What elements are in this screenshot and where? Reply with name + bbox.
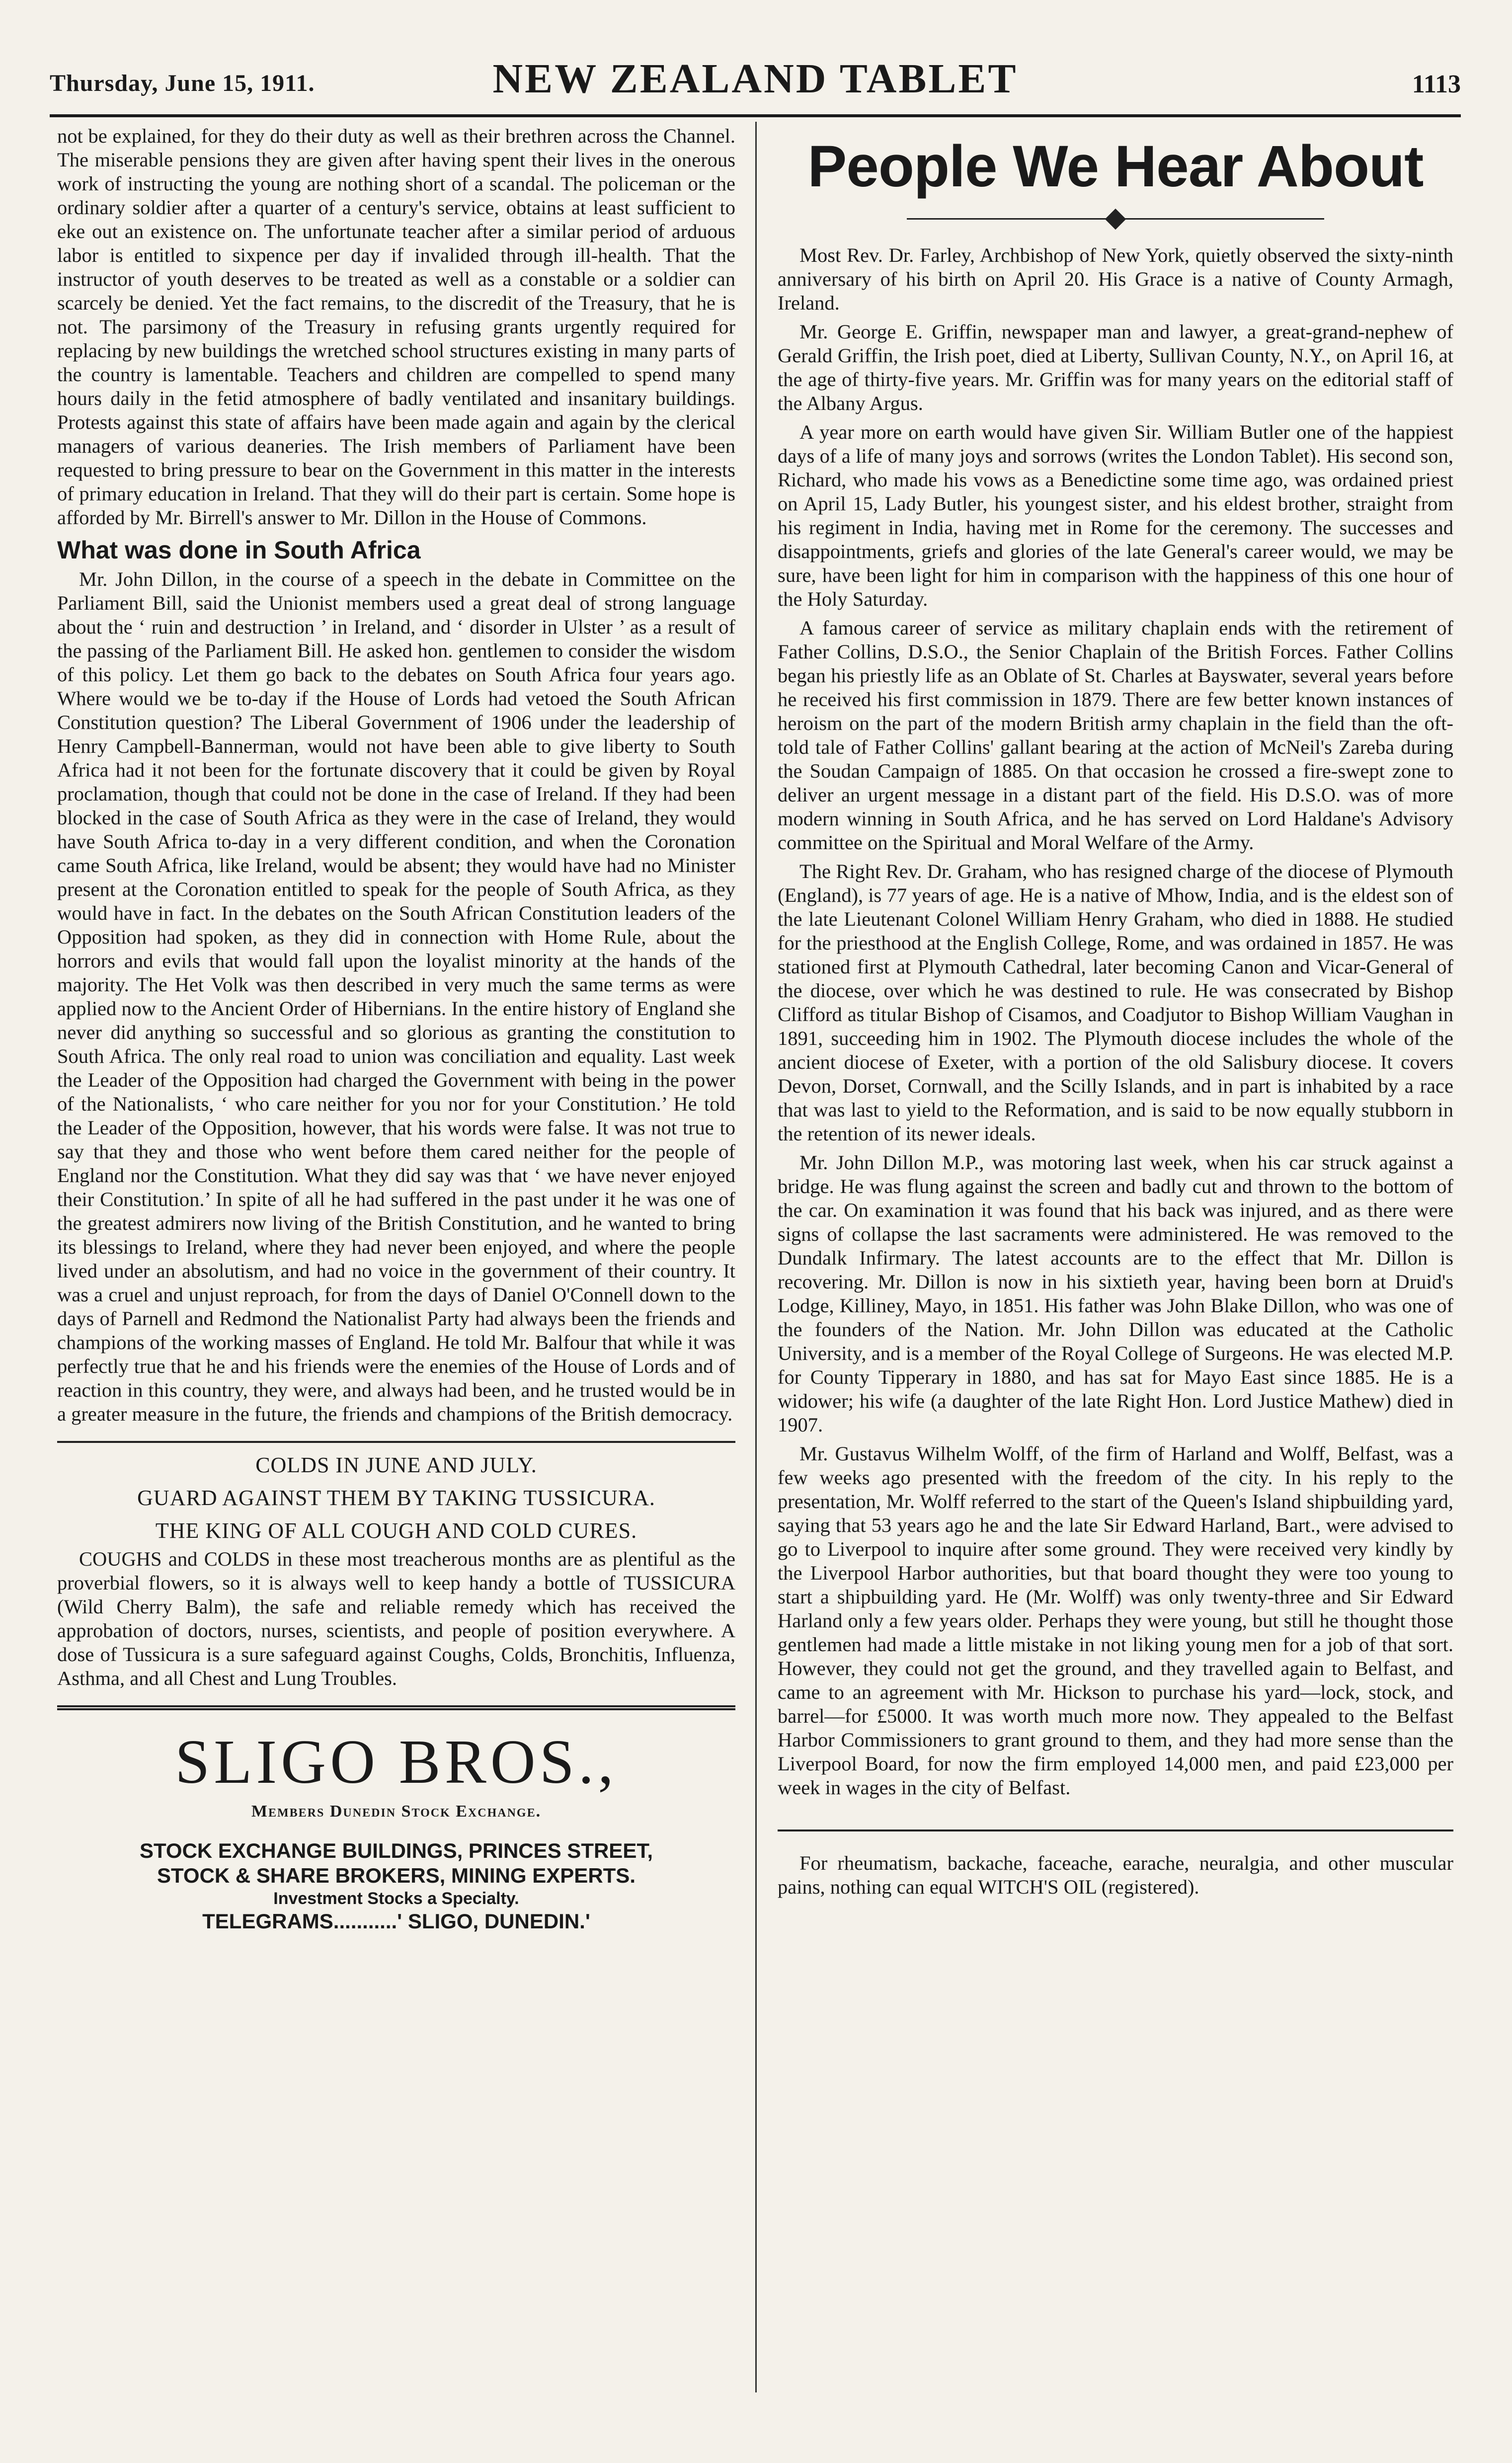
- bottom-rule: [778, 1829, 1453, 1831]
- sligo-bros-name: SLIGO BROS.,: [175, 1728, 618, 1797]
- item-griffin: Mr. George E. Griffin, newspaper man and lawyer, a great-grand-nephew of Gerald Griffin, the Irish poet, died at Liberty, Sullivan County, N.Y., on April 16, at the age of thirty-five years. Mr. Griffin was for many years on the editorial staff of the Albany Argus.: [778, 320, 1453, 414]
- witchs-oil-advertisement: For rheumatism, backache, faceache, earache, neuralgia, and other muscular pains, nothing can equal WITCH'S OIL (registered).: [778, 1852, 1453, 1898]
- item-farley: Most Rev. Dr. Farley, Archbishop of New York, quietly observed the sixty-ninth anniversary of his birth on April 20. His Grace is a native of County Armagh, Ireland.: [778, 244, 1453, 314]
- item-dillon: Mr. John Dillon M.P., was motoring last week, when his car struck against a bridge. He was flung against the screen and badly cut and thrown to the bottom of the car. On examination it was found that his back was injured, and as there were signs of collapse the last sacraments were administered. He was removed to the Dundalk Infirmary. The latest accounts are to the effect that Mr. Dillon is recovering. Mr. Dillon is now in his sixtieth year, having been born at Druid's Lodge, Killiney, Mayo, in 1851. His father was John Blake Dillon, who was one of the founders of the Nation. Mr. John Dillon was educated at the Catholic University, and is a member of the Royal College of Surgeons. He was elected M.P. for County Tipperary in 1880, and has sat for Mayo East since 1885. He is a widower; his wife (a daughter of the late Right Hon. Lord Justice Mathew) died in 1907.: [778, 1151, 1453, 1436]
- article-paragraph-dillon: Mr. John Dillon, in the course of a speech in the debate in Committee on the Parliament Bill, said the Unionist members used a great deal of strong language about the ‘ ruin and destruction ’ in Ireland, and ‘ disorder in Ulster ’ as a result of the passing of the Parliament Bill. He asked hon. gentlemen to consider the wisdom of this policy. Let them go back to the debates on South Africa four years ago. Where would we be to-day if the House of Lords had vetoed the South African Constitution question? The Liberal Government of 1906 under the leadership of Henry Campbell-Bannerman, would not have been able to give liberty to South Africa had it not been for the fortunate discovery that it could be given by Royal proclamation, though that could not be done in the case of Ireland. If they had been blocked in the case of South Africa as they were in the case of Ireland, they would have South Africa to-day in a very different condition, and when the Coronation came South Africa, like Ireland, would be absent; they would have had no Minister present at the Coronation entitled to speak for the people of South Africa, as they would have in fact. In the debates on the South African Constitution leaders of the Opposition had spoken, as they did in connection with Home Rule, about the horrors and evils that would fall upon the loyalist minority at the hands of the majority. The Het Volk was then described in very much the same terms as were applied now to the Ancient Order of Hibernians. In the entire history of England she never did anything so successful and so glorious as granting the constitution to South Africa. The only real road to union was conciliation and equality. Last week the Leader of the Opposition had charged the Government with being in the power of the Nationalists, ‘ who care neither for you nor for your Constitution.’ He told the Leader of the Opposition, however, that his words were false. It was not true to say that they and those who went before them cared neither for the people of England nor the Constitution. What they did say was that ‘ we have never enjoyed their Constitution.’ In spite of all he had suffered in the past under it he was one of the greatest admirers now living of the British Constitution, and he wanted to bring its blessings to Ireland, where they had never been enjoyed, and where the people lived under an absolutism, and had no voice in the government of their country. It was a cruel and unjust reproach, for from the days of Daniel O'Connell down to the days of Parnell and Redmond the Nationalist Party had always been the friends and champions of the working masses of England. He told Mr. Balfour that while it was perfectly true that he and his friends were the enemies of the House of Lords and of reaction in this country, they were, and always had been, and he trusted would be in a greater measure in the future, the friends and champions of the British democracy.: [57, 568, 735, 1425]
- article-continued-paragraph: not be explained, for they do their duty as well as their brethren across the Channel. The miserable pensions they are given after having spent their lives in the onerous work of instructing the young are nothing short of a scandal. The policeman or the ordinary soldier after a quarter of a century's service, obtains at least sufficient to eke out an existence on. The unfortunate teacher after a similar period of arduous labor is entitled to sixpence per day if invalided through ill-health. That the instructor of youth deserves to be treated as well as a constable or a soldier can scarcely be denied. Yet the fact remains, to the discredit of the Treasury, that he is not. The parsimony of the Treasury in refusing grants urgently required for replacing by new buildings the wretched school structures existing in many parts of the country is lamentable. Teachers and children are compelled to spend many hours daily in the fetid atmosphere of badly ventilated and insanitary buildings. Protests against this state of affairs have been made again and again by the clerical managers of various deaneries. The Irish members of Parliament have been requested to bring pressure to bear on the Government in this matter in the interests of primary education in Ireland. That they will do their part is certain. Some hope is afforded by Mr. Birrell's answer to Mr. Dillon in the House of Commons.: [57, 125, 735, 529]
- section-heading-south-africa: What was done in South Africa: [57, 536, 421, 564]
- ad-headline-king: THE KING OF ALL COUGH AND COLD CURES.: [155, 1518, 637, 1543]
- ad-body-text: COUGHS and COLDS in these most treacherous months are as plentiful as the proverbial flowers, so it is always well to keep handy a bottle of TUSSICURA (Wild Cherry Balm), the safe and reliable remedy which has received the approbation of doctors, nurses, scientists, and people of position everywhere. A dose of Tussicura is a sure safeguard against Coughs, Colds, Bronchitis, Influenza, Asthma, and all Chest and Lung Troubles.: [57, 1548, 735, 1689]
- ad-double-rule: [57, 1705, 735, 1710]
- sligo-brokers-line: STOCK & SHARE BROKERS, MINING EXPERTS.: [157, 1864, 636, 1887]
- item-wolff: Mr. Gustavus Wilhelm Wolff, of the firm of Harland and Wolff, Belfast, was a few weeks ago presented with the freedom of the city. In his reply to the presentation, Mr. Wolff referred to the start of the Queen's Island shipbuilding yard, saying that 53 years ago he and the late Sir Edward Harland, Bart., were advised to go to Liverpool to inquire after some ground. They were received very kindly by the Liverpool Harbor authorities, but that board thought they were too young to start a shipbuilding yard. He (Mr. Wolff) was only twenty-three and Sir Edward Harland only a few years older. Perhaps they were young, but still he thought those gentlemen had made a little mistake in not liking young men for a job of that sort. However, they could not get the ground, and they travelled again to Belfast, and came to an agreement with Mr. Hickson to purchase his yard—lock, stock, and barrel—for £5000. It was worth much more now. They appealed to the Belfast Harbor Commissioners to grant ground to them, and they had more sense than the Liverpool Board, for now the firm employed 14,000 men, and paid £23,000 per week in wages in the city of Belfast.: [778, 1442, 1453, 1799]
- issue-date: Thursday, June 15, 1911.: [50, 70, 315, 96]
- ad-headline-colds: COLDS IN JUNE AND JULY.: [255, 1453, 537, 1477]
- newspaper-title: NEW ZEALAND TABLET: [492, 56, 1018, 102]
- ornament-rule: [778, 209, 1453, 229]
- ad-headline-guard: GUARD AGAINST THEM BY TAKING TUSSICURA.: [137, 1486, 655, 1510]
- item-graham: The Right Rev. Dr. Graham, who has resigned charge of the diocese of Plymouth (England), is 77 years of age. He is a native of Mhow, India, and is the eldest son of the late Lieutenant Colonel William Henry Graham, who died in 1888. He studied for the priesthood at the English College, Rome, and was ordained in 1857. He was stationed first at Plymouth Cathedral, later becoming Canon and Vicar-General of the diocese, over which he was destined to rule. He was consecrated by Bishop Clifford as titular Bishop of Cisamos, and Coadjutor to Bishop William Vaughan in 1891, succeeding him in 1902. The Plymouth diocese includes the whole of the ancient diocese of Exeter, with a portion of the old Salisbury diocese. It covers Devon, Dorset, Cornwall, and the Scilly Islands, and in part is inhabited by a race that was last to yield to the Reformation, and is said to be now equally stubborn in the retention of its newer ideals.: [778, 860, 1453, 1145]
- ad-top-rule: [57, 1441, 735, 1443]
- tussicura-advertisement: [57, 1441, 735, 1690]
- item-collins: A famous career of service as military chaplain ends with the retirement of Father Collins, D.S.O., the Senior Chaplain of the British Forces. Father Collins began his priestly life as an Oblate of St. Charles at Bayswater, several years before he received his first commission in 1879. There are few better known instances of heroism on the part of the modern British army chaplain in the field than the oft-told tale of Father Collins' gallant bearing at the action of McNeil's Zareba during the Soudan Campaign of 1885. On that occasion he crossed a fire-swept zone to deliver an urgent message in a distant part of the field. His D.S.O. was of more modern winning in South Africa, and he has served on Lord Haldane's Advisory committee on the Spiritual and Moral Welfare of the Army.: [778, 617, 1453, 854]
- sligo-investment-line: Investment Stocks a Specialty.: [273, 1889, 519, 1908]
- column-divider: [755, 122, 757, 2392]
- diamond-ornament-icon: [1105, 209, 1126, 230]
- sligo-bros-advertisement: [57, 1705, 735, 1934]
- left-column: [57, 124, 735, 2430]
- people-we-hear-about-heading: People We Hear About: [807, 134, 1424, 199]
- sligo-members-line: Members Dunedin Stock Exchange.: [251, 1802, 542, 1821]
- item-butler: A year more on earth would have given Sir. William Butler one of the happiest days of a life of many joys and sorrows (writes the London Tablet). His second son, Richard, who made his vows as a Benedictine some time ago, was ordained priest on April 15, Lady Butler, his youngest sister, and his eldest brother, straight from his regiment in India, having met in Rome for the ceremony. The successes and disappointments, griefs and glories of the late General's career would, we may be sure, have been light for him in comparison with the happiness of this one hour of the Holy Saturday.: [778, 421, 1453, 610]
- page-number: 1113: [1412, 70, 1461, 98]
- masthead: [50, 55, 1461, 114]
- sligo-address-line: STOCK EXCHANGE BUILDINGS, PRINCES STREET,: [139, 1839, 653, 1862]
- masthead-rule: [50, 114, 1461, 117]
- right-column: [778, 124, 1453, 2430]
- sligo-telegrams-line: TELEGRAMS...........' SLIGO, DUNEDIN.': [202, 1909, 590, 1933]
